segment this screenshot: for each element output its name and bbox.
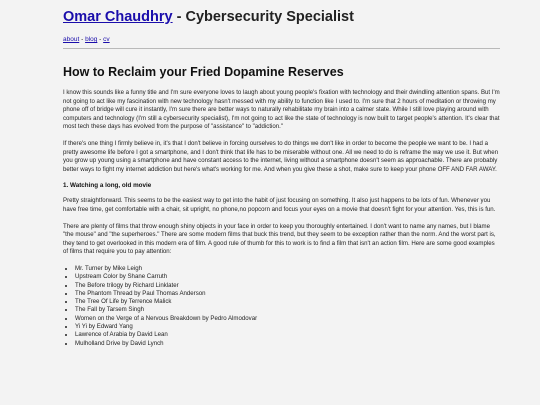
nav-cv-link[interactable]: cv bbox=[103, 36, 110, 43]
film-list-item: • Women on the Verge of a Nervous Breakdown by Pedro Almodovar bbox=[75, 315, 500, 323]
site-nav bbox=[63, 36, 500, 43]
film-list-item: • The Before trilogy by Richard Linklater bbox=[75, 282, 500, 290]
article-paragraph-2: If there's one thing I firmly believe in, it's that I don't believe in forcing ourselves to do things we don't like in order to become the people we want to be. I had a pretty awesome life before I got a smartphone, and I don't think that life has to be miserable without one. All we need to do is reframe the way we use it. But when you grow up young using a smartphone and have constant access to the internet, living without a smartphone doesn't seem as approachable. There are probably better ways to fight my internet addiction but here's what's working for me. And when you give these a shot, make sure to keep your phone OFF AND FAR AWAY. bbox=[63, 139, 499, 173]
film-list-item: • The Fall by Tarsem Singh bbox=[75, 306, 500, 314]
header-divider bbox=[63, 48, 500, 49]
section-heading: 1. Watching a long, old movie bbox=[63, 182, 152, 190]
film-list bbox=[63, 265, 500, 348]
film-list-item: • The Phantom Thread by Paul Thomas Anderson bbox=[75, 290, 500, 298]
film-list-item: • Upstream Color by Shane Carruth bbox=[75, 273, 500, 281]
article-paragraph-1: I know this sounds like a funny title and I'm sure everyone loves to laugh about young people's fixation with technology and their dwindling attention spans. But I'm not going to act like my fascination with new technology hasn't messed with my ability to function like I used to. I'm sure that 2 hours of meditation or throwing my phone off of bridge will cure it instantly, I'm sure there are better ways to naturally rehabilitate my brain into a calmer state. While I still love playing around with computers and technology (I'm still a cybersecurity specialist), I'm not going to act like the state of technology is now built to target people's attention. It's clear that most tech these days has evolved from the purpose of "assistance" to "addiction." bbox=[63, 89, 500, 131]
article-paragraph-3: Pretty straightforward. This seems to be the easiest way to get into the habit of just focusing on something. It also just happens to be lots of fun. Whenever you have free time, get comfortable with a chair, sit upright, no phone,no popcorn and focus your eyes on a movie that doesn't fight for your attention. Yes, this is fun. bbox=[63, 197, 496, 213]
nav-about-link[interactable]: about bbox=[63, 36, 80, 43]
film-list-item: • Yi Yi by Edward Yang bbox=[75, 323, 500, 331]
article-paragraph-4: There are plenty of films that throw enough shiny objects in your face in order to keep you thoroughly entertained. I don't want to name any names, but I blame "the mouse" and "the superheroes." There are some modern films that buck this trend, but they seem to be exception rather than the norm. And the worst part is, they tend to get overlooked in this modern era of film. A good rule of thumb for this to work is to find a film that isn't an action film. Here are some good examples of films that require you to pay attention: bbox=[63, 222, 496, 256]
site-subtitle: - Cybersecurity Specialist bbox=[172, 9, 354, 25]
film-list-item: • Lawrence of Arabia by David Lean bbox=[75, 331, 500, 339]
nav-blog-link[interactable]: blog bbox=[85, 36, 98, 43]
nav-separator: - bbox=[97, 36, 104, 43]
nav-separator: - bbox=[79, 36, 86, 43]
film-list-item: • The Tree Of Life by Terrence Malick bbox=[75, 298, 500, 306]
site-header bbox=[63, 8, 500, 26]
film-list-item: • Mulholland Drive by David Lynch bbox=[75, 340, 500, 348]
author-home-link[interactable]: Omar Chaudhry bbox=[63, 9, 173, 25]
film-list-item: • Mr. Turner by Mike Leigh bbox=[75, 265, 500, 273]
article-title: How to Reclaim your Fried Dopamine Reserves bbox=[63, 65, 344, 79]
